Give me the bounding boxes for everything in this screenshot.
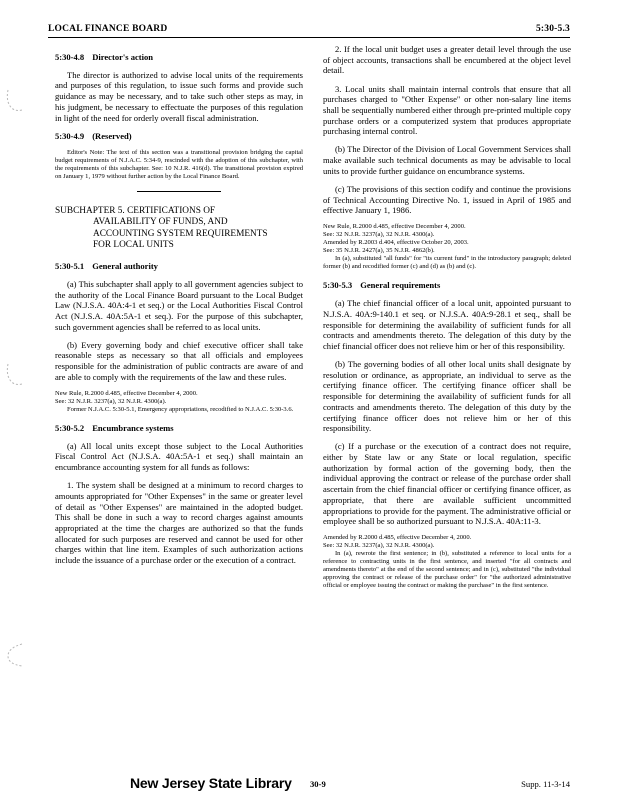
punch-hole-mark <box>4 360 26 390</box>
paragraph: 1. The system shall be designed at a minimum to record charges to amounts appropriated for "Other Expenses" in the same or greater level of detail as "Other Expenses" are maintained in the adopted budget. This shall be done in such a way to record charges against amounts appropriated at the time the charges are authorized so that the funds allocated for such purposes are reserved and cannot be used for other charges within that line item. Examples of such authorization actions include the issuance of a purchase order or the execution of a contract. <box>55 480 303 566</box>
paragraph: (a) The chief financial officer of a local unit, appointed pursuant to N.J.S.A. 40A:9-140.1 et seq. or N.J.S.A. 40A:9-28.1 et seq., shall be responsible for determining the availability of sufficient funds for all contracts and amendments thereto. The delegation of this duty by the chief financial officer does not relieve him or her of this responsibility. <box>323 298 571 351</box>
supplement-date: Supp. 11-3-14 <box>521 779 570 789</box>
section-heading-5-3: 5:30-5.3 General requirements <box>323 280 441 291</box>
page-number: 30-9 <box>310 779 326 789</box>
paragraph: (a) This subchapter shall apply to all government agencies subject to the authority of the Local Finance Board pursuant to the Local Budget Law (N.J.S.A. 40A:4-1 et seq.) or the Local Authorities Fiscal Control Act (N.J.S.A. 40A:5A-1 et seq.). For the purpose of this subchapter, such government agencies shall be referred to as local units. <box>55 278 303 332</box>
paragraph: 3. Local units shall maintain internal controls that ensure that all purchases charged to "Other Expense" or other non-salary line items shall be sequentially numbered either through pre-printed multiple copy purchase orders or a computerized system that produces appropriate purchasing internal control. <box>323 83 571 137</box>
paragraph: (b) The Director of the Division of Local Government Services shall make available such technical documents as may be advisable to local units to provide further guidance on encumbrance systems. <box>323 144 571 176</box>
paragraph: (c) The provisions of this section codify and continue the provisions of Technical Accounting Directive No. 1, issued in April of 1985 and effective January 1, 1986. <box>323 183 571 216</box>
editors-note: Editor's Note: The text of this section was a transitional provision bridging the capital budget requirements of N.J.A.C. 5:34-9, rescinded with the adoption of this subchapter, with the requirements of this subchapter. See: 10 N.J.R. 416(d). The transitional provision expired on January 1, 1979 without further action by the Local Finance Board. <box>55 148 303 180</box>
right-column <box>323 44 571 599</box>
history-notes: New Rule, R.2000 d.485, effective December 4, 2000. See: 32 N.J.R. 3237(a), 32 N.J.R. 4300(a). Amended by R.2003 d.404, effective October 20, 2003. See: 35 N.J.R. 2427(a), 35 N.J.R. 4862(b). In (a), substituted "all funds" for "its current fund" in the introductory paragraph; deleted former (b) and recodified former (c) and (d) as (b) and (c). <box>323 223 571 271</box>
subchapter-title: SUBCHAPTER 5. CERTIFICATIONS OF AVAILABILITY OF FUNDS, AND ACCOUNTING SYSTEM REQUIREMENTS FOR LOCAL UNITS <box>55 205 268 250</box>
header-title: LOCAL FINANCE BOARD <box>48 24 168 34</box>
section-heading-5-2: 5:30-5.2 Encumbrance systems <box>55 422 174 433</box>
punch-hole-mark <box>4 640 26 670</box>
paragraph: 2. If the local unit budget uses a greater detail level through the use of object accounts, transactions shall be encumbered at the object level detail. <box>323 44 571 76</box>
running-header <box>48 24 570 38</box>
history-notes: Amended by R.2000 d.485, effective December 4, 2000. See: 32 N.J.R. 3237(a), 32 N.J.R. 4300(a). In (a), rewrote the first sentence; in (b), substituted a reference to local units for a reference to contracting units in the first sentence, and inserted "for all contracts and amendments thereto" at the end of the second sentence; and in (c), substituted "the individual approving the contract or release of the purchase order" for "the authorized administrative official or employee issuing the contract or making the purchase" in the first sentence. <box>323 534 571 590</box>
section-heading-4-8: 5:30-4.8 Director's action <box>55 52 154 62</box>
divider-rule <box>137 191 221 192</box>
paragraph: (b) The governing bodies of all other local units shall designate by resolution or ordinance, as appropriate, an individual to serve as the certifying finance officer. The certifying finance officer shall be responsible for determining the availability of sufficient funds for all contracts and amendments thereto. The delegation of this duty by the certifying finance officer does not relieve him or her of this responsibility. <box>323 359 571 434</box>
section-heading-4-9: 5:30-4.9 (Reserved) <box>55 131 132 142</box>
section-heading-5-1: 5:30-5.1 General authority <box>55 261 158 272</box>
punch-hole-mark <box>4 86 26 116</box>
paragraph: (c) If a purchase or the execution of a contract does not require, either by State law or any State or local regulation, specific authorization by formal action of the governing body, then the individual approving the contract or release of the purchase order shall ascertain from the chief financial officer or certifying finance officer, as appropriate, that there are available sufficient uncommitted appropriations to provide for the payment. The administrative official or employee shall be so authorized pursuant to N.J.S.A. 40A:11-3. <box>323 441 571 527</box>
header-section: 5:30-5.3 <box>535 24 570 34</box>
history-notes: New Rule, R.2000 d.485, effective December 4, 2000. See: 32 N.J.R. 3237(a), 32 N.J.R. 4300(a). Former N.J.A.C. 5:30-5.1, Emergency appropriations, recodified to N.J.A.C. 5:30-3.6. <box>55 389 294 413</box>
paragraph: (b) Every governing body and chief executive officer shall take reasonable steps as necessary so that all officials and employees responsible for the administration of public contracts are aware of and are able to comply with the requirements of the law and these rules. <box>55 339 303 382</box>
library-watermark: New Jersey State Library <box>130 775 292 791</box>
left-column <box>55 44 303 573</box>
paragraph: (a) All local units except those subject to the Local Authorities Fiscal Control Act (N.J.S.A. 40A:5A-1 et seq.) shall maintain an encumbrance accounting system for all funds as follows: <box>55 440 303 473</box>
paragraph: The director is authorized to advise local units of the requirements and purposes of this regulation, to issue such forms and provide such guidance as may be necessary, and to take such other steps as may, in his judgment, be necessary to effectuate the purposes of this regulation in light of the need for orderly overall fiscal administration. <box>55 69 303 123</box>
